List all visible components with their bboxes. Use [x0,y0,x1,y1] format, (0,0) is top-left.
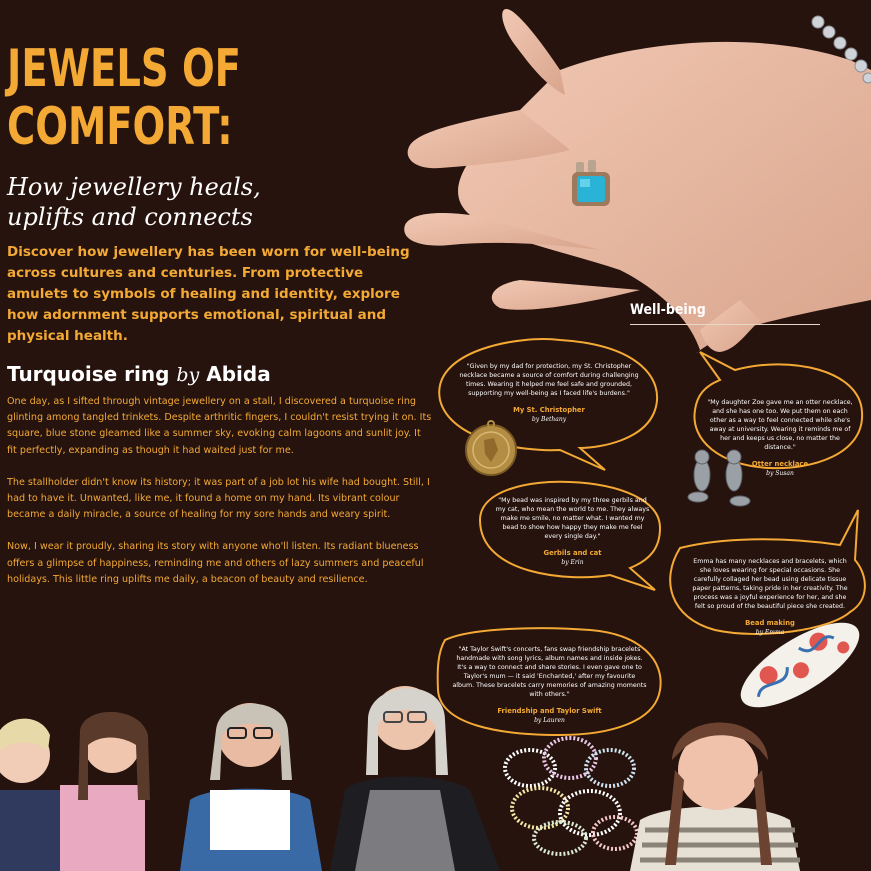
bubble-3-author: by Erin [561,559,584,566]
bubble-2-author: by Susan [766,470,794,477]
bubble-3-title: Gerbils and cat [543,549,602,557]
bubble-3-quote: "My bead was inspired by my three gerbils and my cat, who mean the world to me. They always make me smile, no matter what. I wanted my bead to show how happy they make me feel every single day." [495,497,650,540]
bubble-2-title: Otter necklace [751,460,809,468]
title-line-1: JEWELS OF [7,39,241,99]
wellbeing-divider [630,324,820,325]
bubble-otter-necklace [705,398,855,478]
story-heading-author: Abida [206,362,271,386]
st-christopher-medal-icon [458,420,524,478]
story-heading [7,362,307,387]
bubble-5-title: Friendship and Taylor Swift [497,707,602,715]
bubble-1-title: My St. Christopher [513,406,585,414]
story-heading-main: Turquoise ring [7,362,170,386]
person-young-woman [630,723,800,871]
bubble-gerbils-and-cat [495,496,650,567]
person-woman-1 [180,703,322,871]
bubble-4-title: Bead making [745,619,795,627]
bubble-1-quote: "Given by my dad for protection, my St. Christopher necklace became a source of comfort during challenging times. Wearing it helped me feel safe and grounded, supporting my well-being as I faced life's burdens." [459,363,639,397]
bubble-1-author: by Bethany [531,416,567,423]
story-paragraph-1: One day, as I sifted through vintage jewellery on a stall, I discovered a turquoise ring glinting among tangled trinkets. Despite arthritic fingers, I couldn't resist trying it on. Its square, blue stone gleamed like a summer sky, evoking calm lagoons and sunlit joy. It fit perfectly, expanding as though it had waited just for me. [7,396,432,456]
page-subtitle [7,172,307,232]
subtitle-line-2: uplifts and connects [7,203,253,231]
bubble-4-author: by Emma [755,629,785,636]
bubble-5-quote: "At Taylor Swift's concerts, fans swap friendship bracelets handmade with song lyrics, album names and inside jokes. It's a way to connect and share stories. I even gave one to Taylor's mum — it said 'Enchanted,' after my favourite album. These bracelets carry memories of amazing moments with others." [452,646,647,698]
intro-paragraph: Discover how jewellery has been worn for well-being across cultures and centuries. From protective amulets to symbols of healing and identity, explore how adornment supports emotional, spiritual and physical health. [7,244,410,344]
person-woman-2 [330,686,500,871]
bubble-5-author: by Lauren [534,717,565,724]
person-child-2 [60,712,150,871]
person-child-1 [0,719,60,871]
wellbeing-label: Well-being [630,302,706,318]
story-body [7,394,432,604]
bubble-2-quote: "My daughter Zoe gave me an otter necklace, and she has one too. We put them on each other as a way to feel connected while she's away at university. Wearing it reminds me of her and keeps us close, no matter the distance." [707,399,853,451]
title-line-2: COMFORT: [7,97,233,157]
bubble-4-quote: Emma has many necklaces and bracelets, which she loves wearing for special occasions. She carefully collaged her bead using delicate tissue paper patterns, taking pride in her creativity. The process was a joyful experience for her, and she felt so proud of the beautiful piece she created. [692,558,848,610]
bubble-st-christopher [455,362,643,424]
story-paragraph-3: Now, I wear it proudly, sharing its story with anyone who'll listen. Its radiant blueness offers a glimpse of happiness, reminding me and others of lazy summers and peaceful holidays. This little ring uplifts me daily, a beacon of beauty and resilience. [7,541,424,585]
page-title [7,39,241,157]
story-heading-by: by [176,364,200,386]
subtitle-line-1: How jewellery heals, [7,173,261,201]
story-paragraph-2: The stallholder didn't know its history; it was part of a job lot his wife had bought. Still, I had to have it. Unwanted, like me, it found a home on my hand. Its vibrant colour became a daily miracle, a source of healing for my sore hands and weary spirit. [7,476,430,521]
bubble-bead-making [690,557,850,637]
turquoise-ring-icon [568,158,618,216]
participants-photo [0,680,871,871]
